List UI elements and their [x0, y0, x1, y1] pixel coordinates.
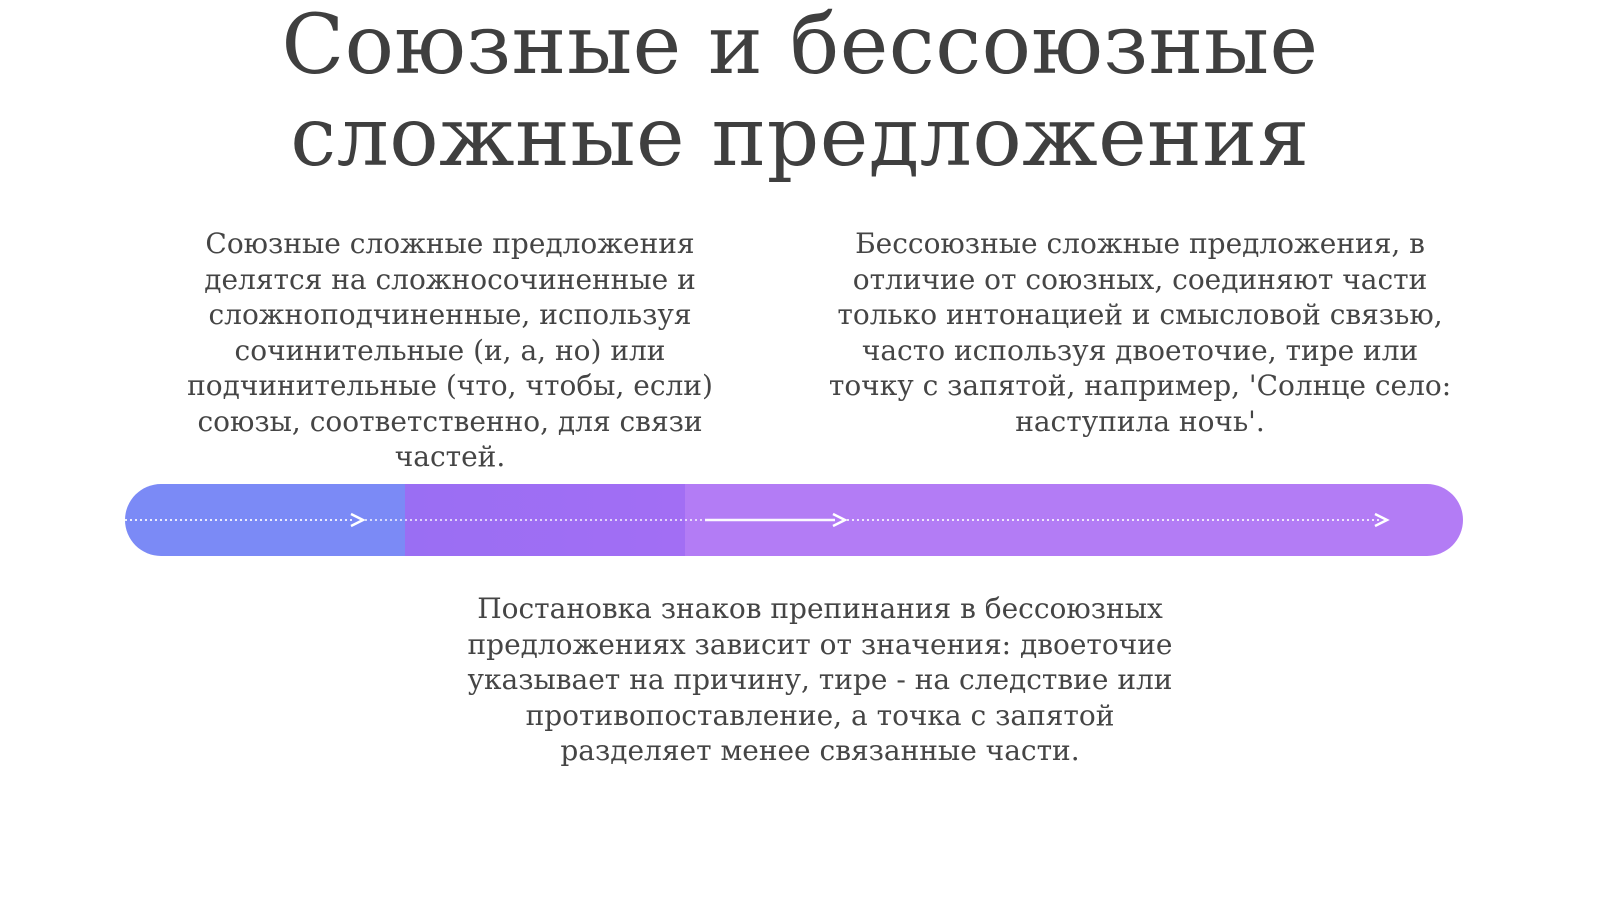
text-block-asyndetic: Бессоюзные сложные предложения, в отличие от союзных, соединяют части только интонацией и смысловой связью, часто используя двоеточие, тире или точку с запятой, например, 'Солнце село: наступила ночь'. — [828, 227, 1452, 438]
text-block-punctuation: Постановка знаков препинания в бессоюзных предложениях зависит от значения: двоеточие указывает на причину, тире - на следствие или противопоставление, а точка с запятой разделяет менее связанные части. — [467, 592, 1173, 767]
arrow-right-icon — [1375, 514, 1387, 526]
text-block-conjunctive: Союзные сложные предложения делятся на сложносочиненные и сложноподчиненные, используя сочинительные (и, а, но) или подчинительные (что, чтобы, если) союзы, соответственно, для связи частей. — [187, 227, 713, 473]
arrow-right-icon — [351, 514, 363, 526]
timeline-line — [125, 484, 1463, 556]
timeline-bar — [125, 484, 1463, 556]
slide-title: Союзные и бессоюзные сложные предложения — [281, 0, 1319, 185]
